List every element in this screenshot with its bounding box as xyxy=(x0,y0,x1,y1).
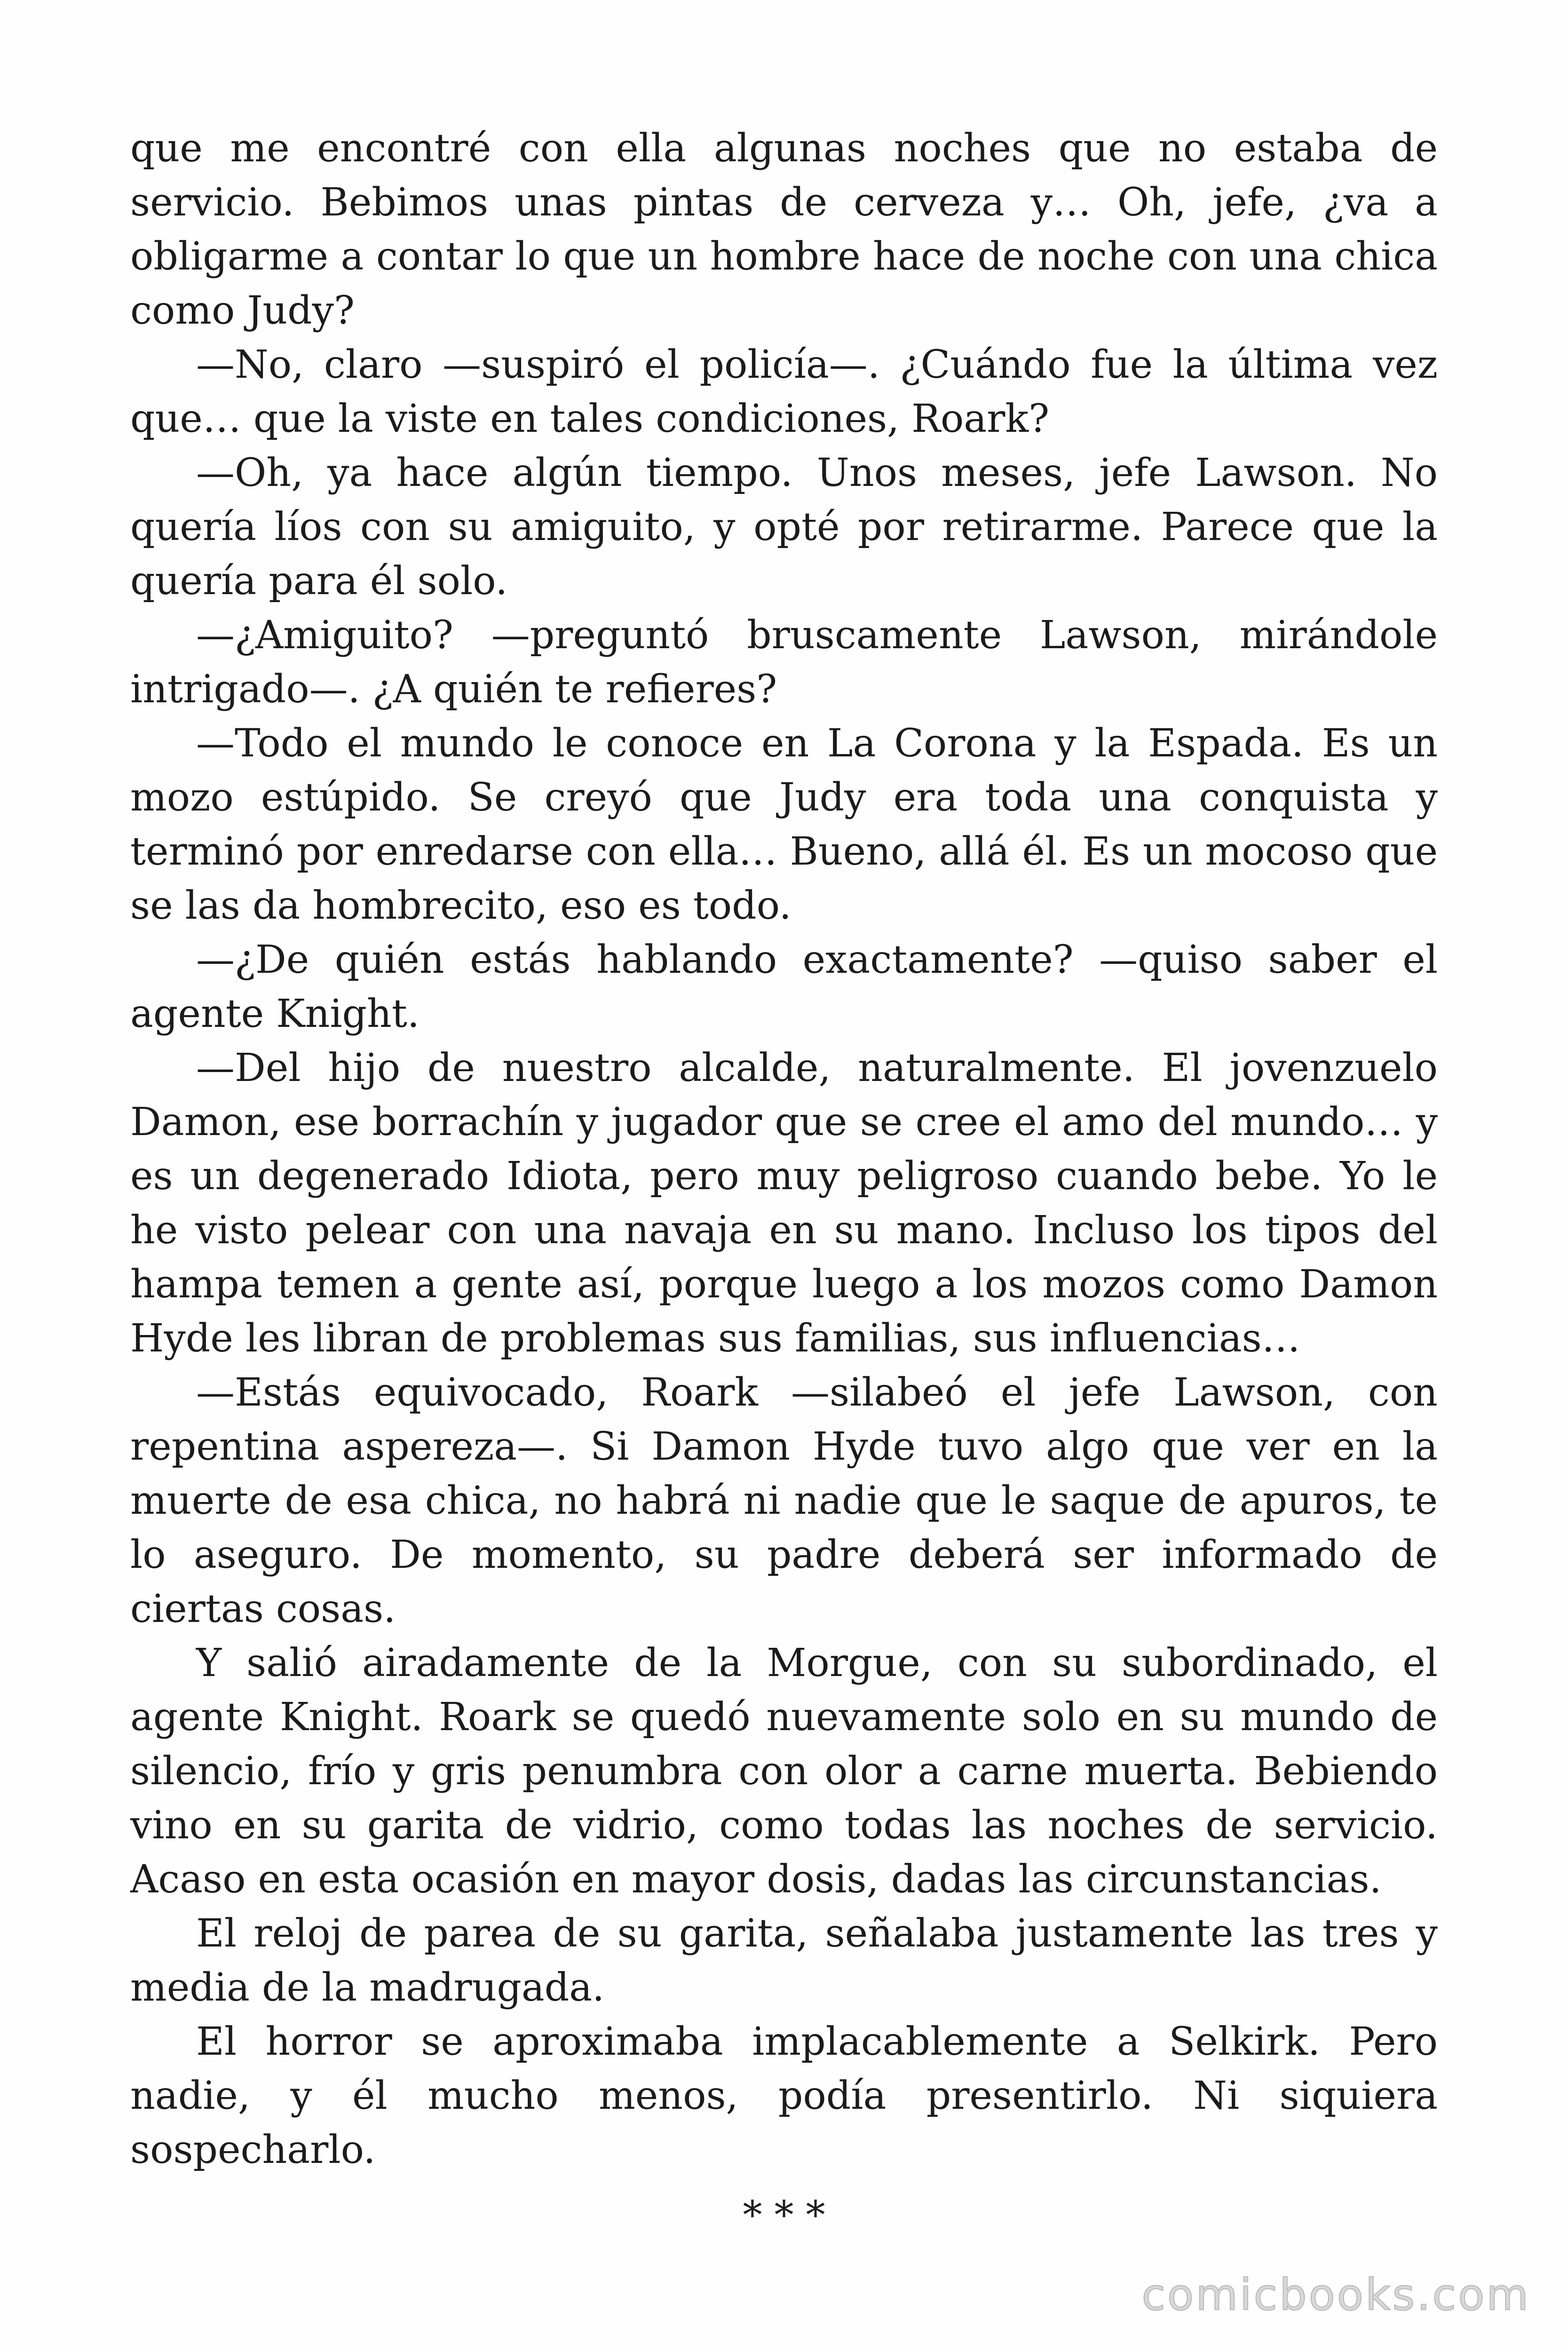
paragraph: —Del hijo de nuestro alcalde, naturalmente. El jovenzuelo Damon, ese borrachín y jugador que se cree el amo del mundo… y es un degenerado Idiota, pero muy peligroso cuando bebe. Yo le he visto pelear con una navaja en su mano. Incluso los tipos del hampa temen a gente así, porque luego a los mozos como Damon Hyde les libran de problemas sus familias, sus influencias… xyxy=(130,1046,1438,1361)
paragraph: que me encontré con ella algunas noches que no estaba de servicio. Bebimos unas pintas de cerveza y… Oh, jefe, ¿va a obligarme a contar lo que un hombre hace de noche con una chica como Judy? xyxy=(130,126,1438,333)
paragraph: —No, claro —suspiró el policía—. ¿Cuándo fue la última vez que… que la viste en tales condiciones, Roark? xyxy=(130,342,1438,441)
paragraph: —Estás equivocado, Roark —silabeó el jefe Lawson, con repentina aspereza—. Si Damon Hyde tuvo algo que ver en la muerte de esa chica, no habrá ni nadie que le saque de apuros, te lo aseguro. De momento, su padre deberá ser informado de ciertas cosas. xyxy=(130,1370,1438,1631)
paragraph: El reloj de parea de su garita, señalaba justamente las tres y media de la madrugada. xyxy=(130,1911,1438,2010)
paragraph: —Oh, ya hace algún tiempo. Unos meses, jefe Lawson. No quería líos con su amiguito, y opté por retirarme. Parece que la quería para él solo. xyxy=(130,451,1438,604)
paragraph: —Todo el mundo le conoce en La Corona y la Espada. Es un mozo estúpido. Se creyó que Judy era toda una conquista y terminó por enredarse con ella… Bueno, allá él. Es un mocoso que se las da hombrecito, eso es todo. xyxy=(130,721,1438,928)
body-text xyxy=(130,121,1438,2177)
paragraph: —¿Amiguito? —preguntó bruscamente Lawson, mirándole intrigado—. ¿A quién te refieres? xyxy=(130,613,1438,712)
paragraph: Y salió airadamente de la Morgue, con su subordinado, el agente Knight. Roark se quedó nuevamente solo en su mundo de silencio, frío y gris penumbra con olor a carne muerta. Bebiendo vino en su garita de vidrio, como todas las noches de servicio. Acaso en esta ocasión en mayor dosis, dadas las circunstancias. xyxy=(130,1641,1438,1902)
watermark-text: comicbooks.com xyxy=(1141,2270,1530,2320)
section-separator: * * * xyxy=(743,2193,825,2238)
paragraph: El horror se aproximaba implacablemente a Selkirk. Pero nadie, y él mucho menos, podía presentirlo. Ni siquiera sospecharlo. xyxy=(130,2019,1438,2172)
paragraph: —¿De quién estás hablando exactamente? —quiso saber el agente Knight. xyxy=(130,938,1438,1036)
